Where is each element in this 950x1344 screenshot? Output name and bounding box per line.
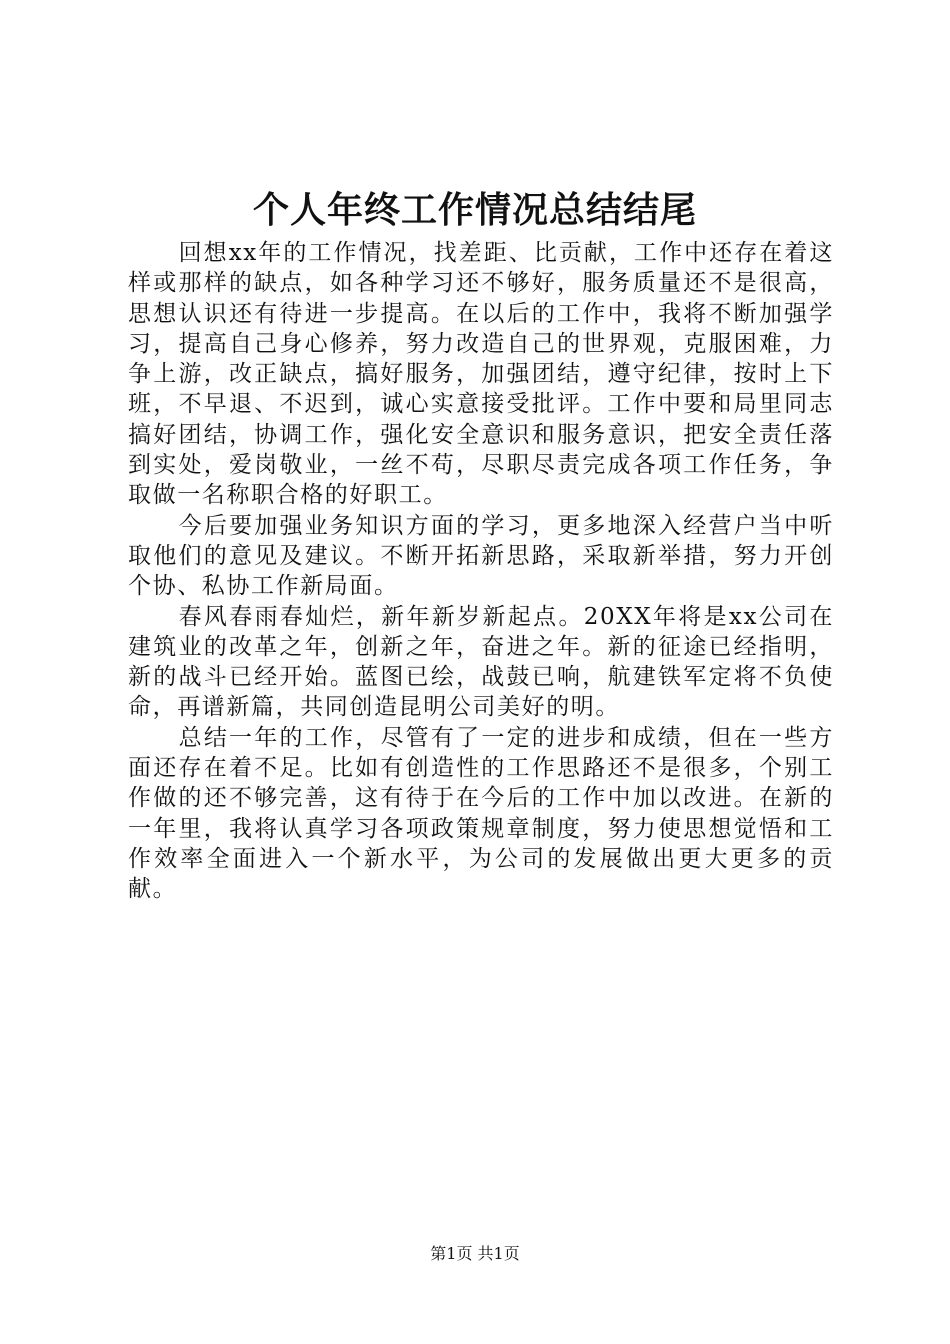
paragraph-1: 回想xx年的工作情况，找差距、比贡献，工作中还存在着这样或那样的缺点，如各种学习还不够好，服务质量还不是很高，思想认识还有待进一步提高。在以后的工作中，我将不断加强学习，提高自己身心修养，努力改造自己的世界观，克服困难，力争上游，改正缺点，搞好服务，加强团结，遵守纪律，按时上下班，不早退、不迟到，诚心实意接受批评。工作中要和局里同志搞好团结，协调工作，强化安全意识和服务意识，把安全责任落到实处，爱岗敬业，一丝不苟，尽职尽责完成各项工作任务，争取做一名称职合格的好职工。 [128, 240, 834, 509]
paragraph-3: 春风春雨春灿烂，新年新岁新起点。20XX年将是xx公司在建筑业的改革之年，创新之年，奋进之年。新的征途已经指明，新的战斗已经开始。蓝图已绘，战鼓已响，航建铁军定将不负使命，再谱新篇，共同创造昆明公司美好的明。 [128, 603, 834, 721]
page-title: 个人年终工作情况总结结尾 [252, 189, 697, 231]
paragraph-4: 总结一年的工作，尽管有了一定的进步和成绩，但在一些方面还存在着不足。比如有创造性的工作思路还不是很多，个别工作做的还不够完善，这有待于在今后的工作中加以改进。在新的一年里，我将认真学习各项政策规章制度，努力使思想觉悟和工作效率全面进入一个新水平，为公司的发展做出更大更多的贡献。 [128, 724, 834, 903]
page-footer: 第1页 共1页 [430, 1244, 520, 1263]
paragraph-2: 今后要加强业务知识方面的学习，更多地深入经营户当中听取他们的意见及建议。不断开拓新思路，采取新举措，努力开创个协、私协工作新局面。 [128, 512, 834, 600]
document-body [128, 238, 834, 905]
